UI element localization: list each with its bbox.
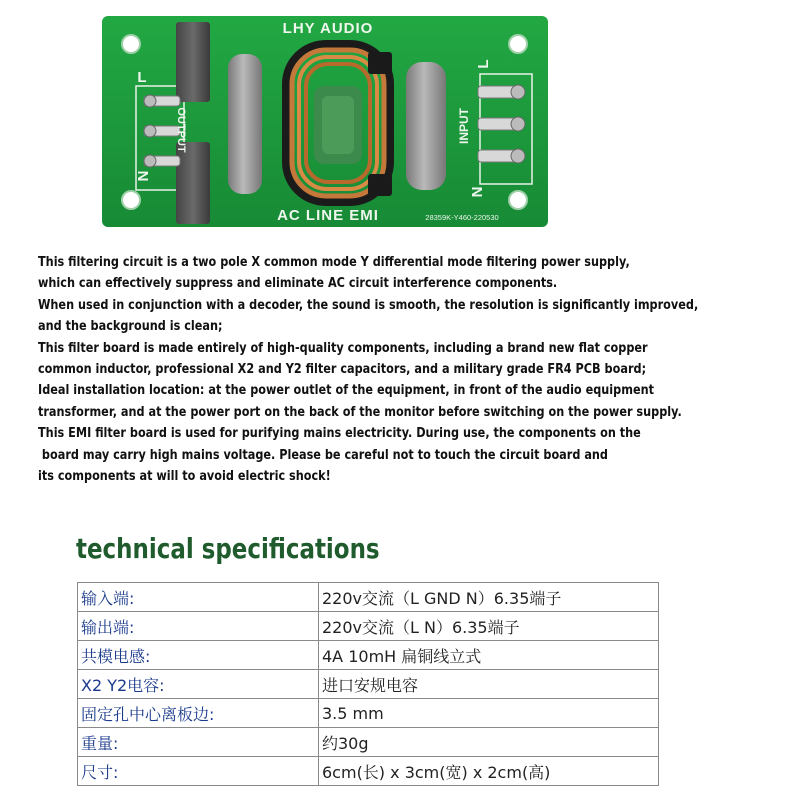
spec-value: 进口安规电容 — [319, 670, 659, 699]
board-brand: LHY AUDIO — [282, 20, 374, 37]
spec-table — [77, 582, 659, 786]
spec-label: X2 Y2电容: — [78, 670, 319, 699]
mount-hole — [509, 35, 527, 53]
table-row — [78, 728, 659, 757]
y2-capacitor — [228, 54, 262, 194]
description-line: transformer, and at the power port on the back of the monitor before switching on the power supply. — [38, 404, 682, 420]
table-row — [78, 583, 659, 612]
product-description — [38, 252, 699, 487]
description-line: This EMI filter board is used for purifying mains electricity. During use, the components on the — [38, 426, 641, 442]
spec-label: 输入端: — [78, 583, 319, 612]
spec-value: 6cm(长) x 3cm(宽) x 2cm(高) — [319, 757, 659, 786]
description-line: which can effectively suppress and eliminate AC circuit interference components. — [38, 276, 558, 292]
description-line: Ideal installation location: at the power outlet of the equipment, in front of the audio equipment — [38, 383, 654, 399]
mount-hole — [509, 191, 527, 209]
input-terminals — [478, 85, 525, 163]
output-terminals — [144, 95, 180, 167]
board-code: 28359K-Y460-220530 — [425, 213, 499, 222]
output-label: OUTPUT — [175, 107, 187, 153]
pin-header — [368, 174, 392, 196]
spec-label: 重量: — [78, 728, 319, 757]
spec-value: 3.5 mm — [319, 699, 659, 728]
table-row — [78, 612, 659, 641]
spec-value: 220v交流（L N）6.35端子 — [319, 612, 659, 641]
input-N-label: N — [469, 186, 486, 198]
spec-label: 尺寸: — [78, 757, 319, 786]
x2-capacitor — [176, 142, 210, 224]
mount-hole — [122, 191, 140, 209]
input-L-label: L — [475, 59, 492, 69]
table-row — [78, 641, 659, 670]
description-line: This filtering circuit is a two pole X common mode Y differential mode filtering power supply, — [38, 255, 630, 270]
spec-value: 220v交流（L GND N）6.35端子 — [319, 583, 659, 612]
mount-hole — [122, 35, 140, 53]
description-line: and the background is clean; — [38, 319, 223, 335]
spec-label: 共模电感: — [78, 641, 319, 670]
pcb-photo — [100, 14, 550, 229]
description-line: When used in conjunction with a decoder, the sound is smooth, the resolution is significantly improved, — [38, 297, 699, 313]
spec-value: 4A 10mH 扁铜线立式 — [319, 641, 659, 670]
spec-label: 输出端: — [78, 612, 319, 641]
board-name: AC LINE EMI — [277, 207, 379, 224]
pin-header — [368, 52, 392, 74]
spec-label: 固定孔中心离板边: — [78, 699, 319, 728]
table-row — [78, 670, 659, 699]
emi-filter-board — [100, 14, 550, 229]
description-line: board may carry high mains voltage. Please be careful not to touch the circuit board and — [38, 447, 609, 463]
output-L-label: L — [137, 69, 147, 86]
table-row — [78, 757, 659, 786]
table-row — [78, 699, 659, 728]
description-line: its components at will to avoid electric shock! — [38, 469, 331, 485]
input-label: INPUT — [457, 108, 471, 144]
description-line: This filter board is made entirely of high-quality components, including a brand new flat copper — [38, 340, 648, 356]
x2-capacitor — [176, 22, 210, 102]
spec-value: 约30g — [319, 728, 659, 757]
spec-heading: technical specifications — [76, 532, 380, 565]
description-line: common inductor, professional X2 and Y2 filter capacitors, and a military grade FR4 PCB board; — [38, 362, 647, 378]
y2-capacitor — [406, 62, 446, 190]
output-N-label: N — [134, 170, 151, 182]
